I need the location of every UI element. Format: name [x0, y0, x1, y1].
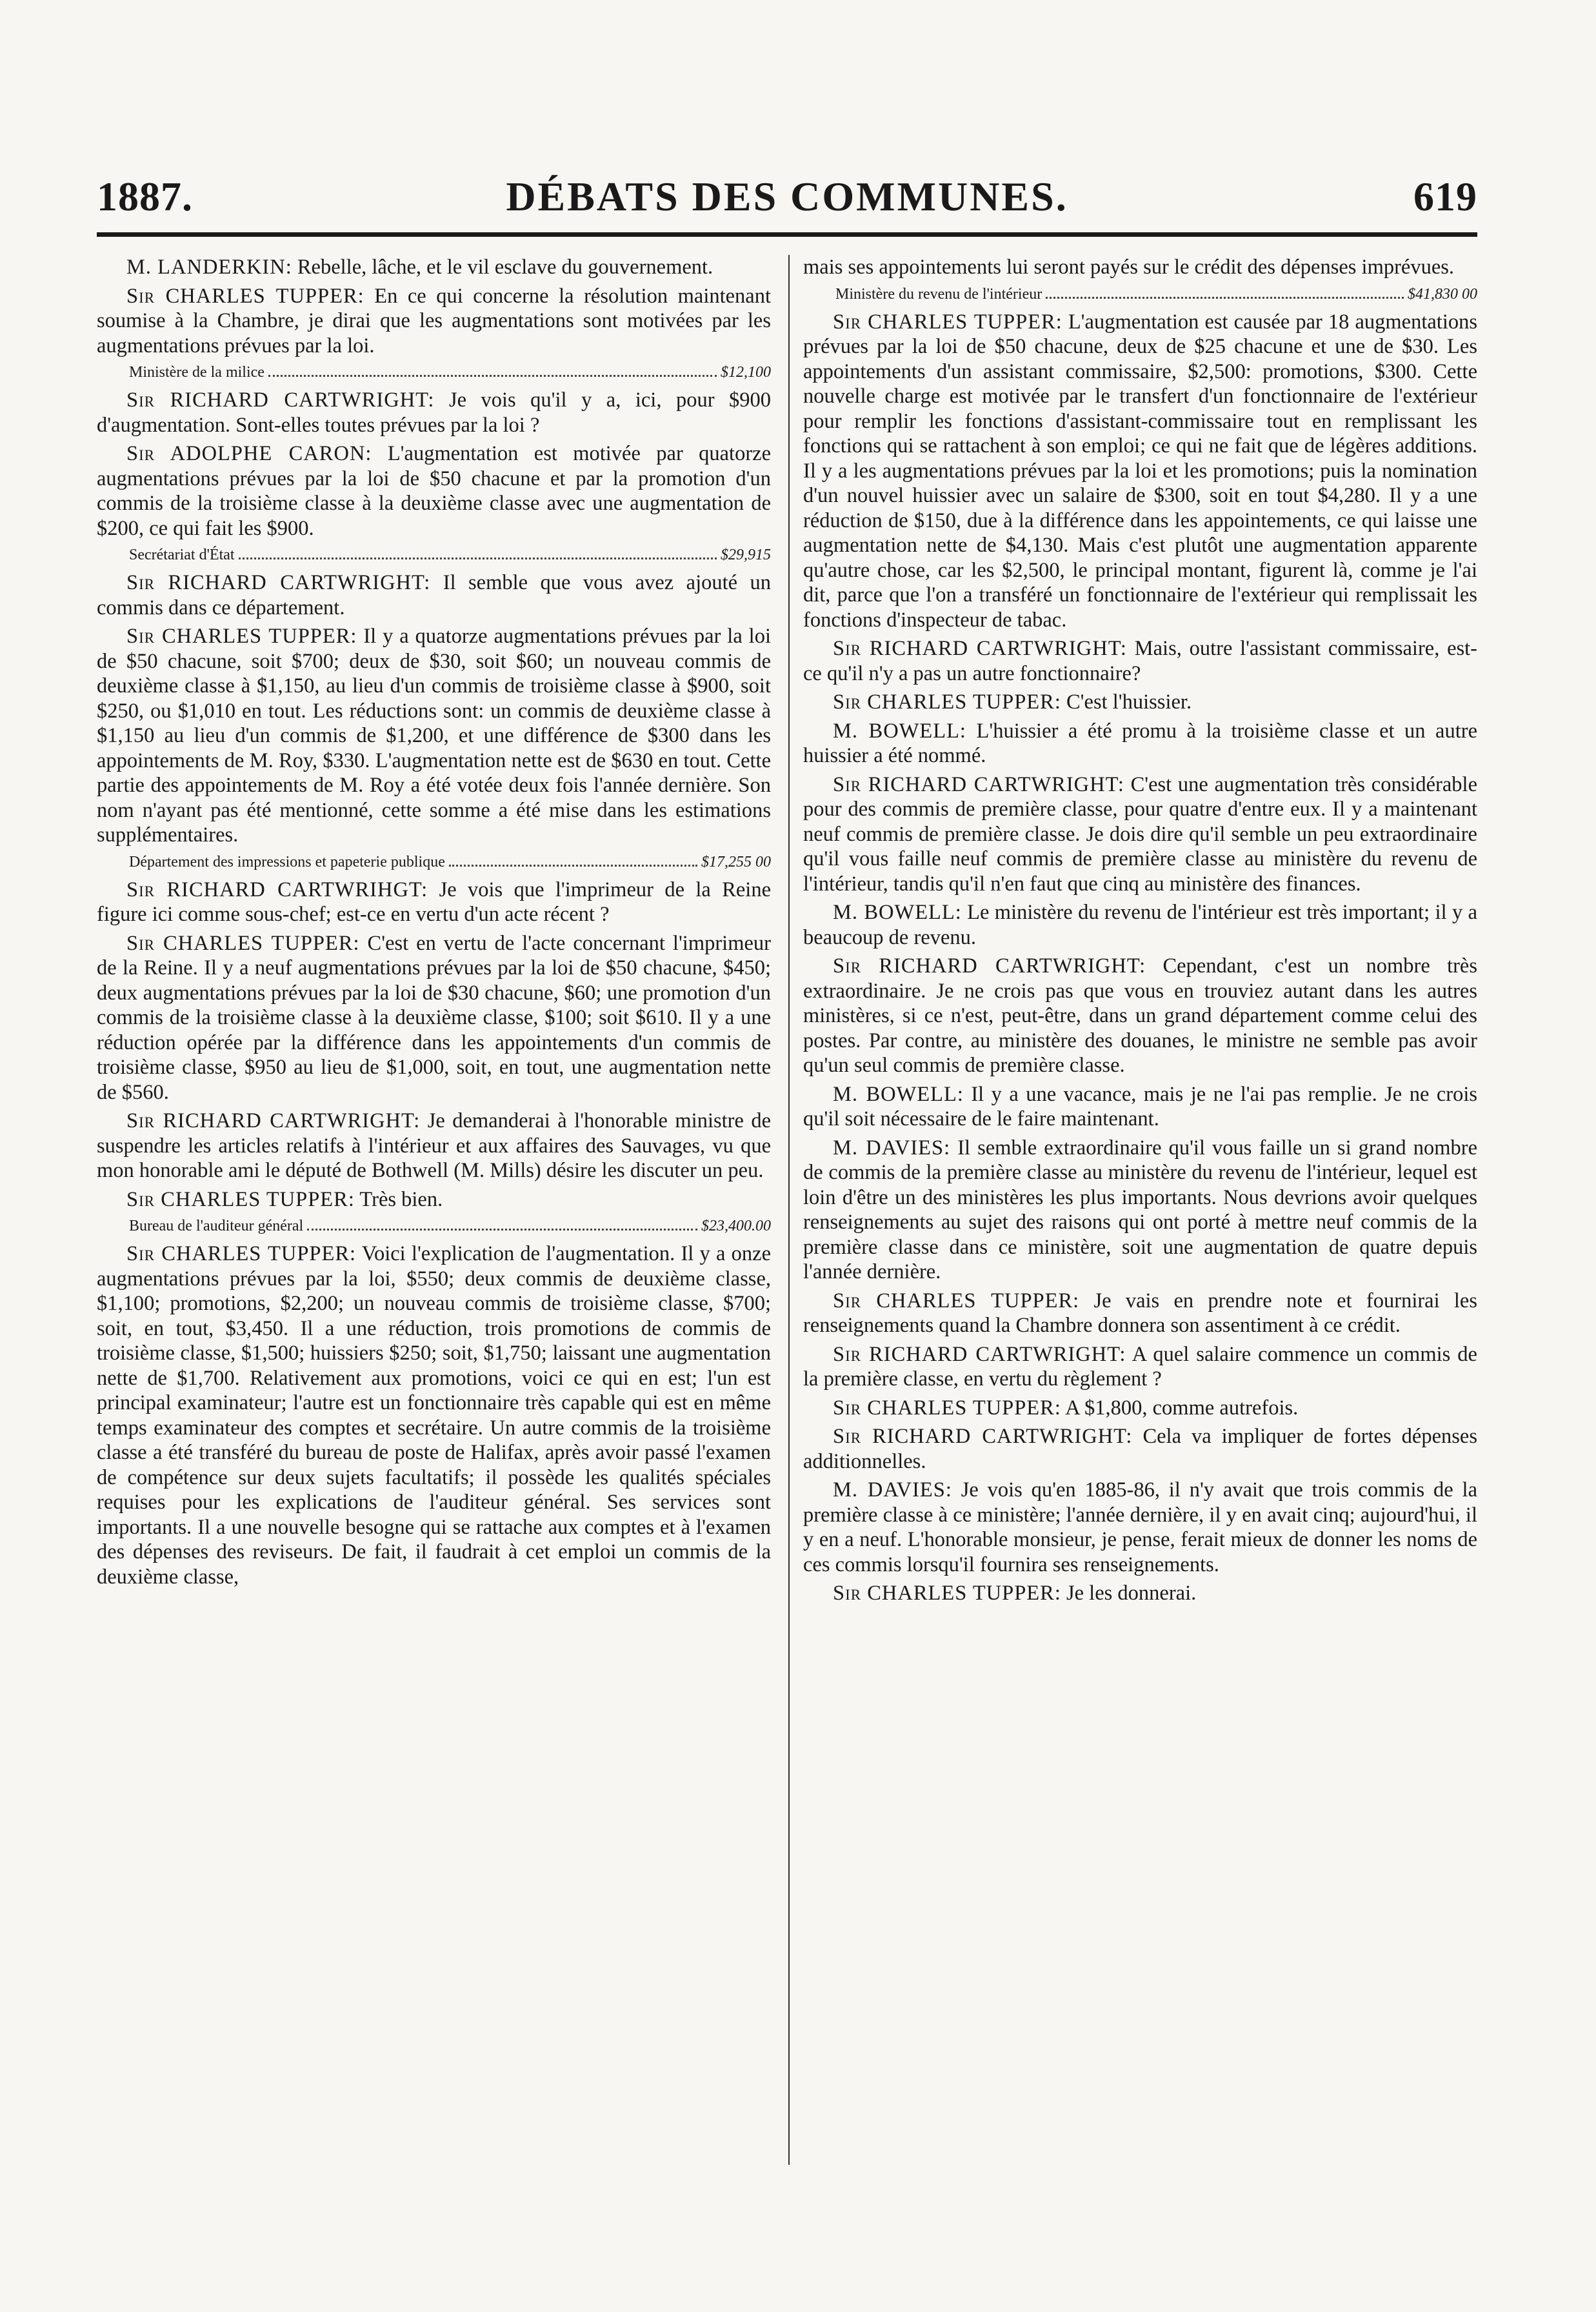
speaker-name: Sir CHARLES TUPPER:: [833, 1582, 1061, 1605]
left-column: [97, 255, 771, 2242]
speech-text: Mais, outre l'assistant commissaire, est-ce qu'il n'y a pas un autre fonctionnaire?: [803, 637, 1477, 685]
header-title: DÉBATS DES COMMUNES.: [506, 174, 1068, 219]
speech-paragraph: [803, 1289, 1477, 1338]
speaker-name: M. DAVIES:: [833, 1136, 951, 1160]
speech-paragraph: [97, 255, 771, 280]
speech-text: Je les donnerai.: [1066, 1582, 1197, 1605]
speaker-name: Sir RICHARD CARTWRIGHT:: [833, 772, 1124, 796]
speaker-name: Sir ADOLPHE CARON:: [126, 442, 372, 465]
estimate-amount: $41,830 00: [1408, 285, 1477, 303]
speech-paragraph: [803, 636, 1477, 686]
leader-dots: [239, 558, 717, 559]
estimate-line: [97, 852, 771, 872]
speech-paragraph: [803, 1478, 1477, 1577]
speech-paragraph: [97, 624, 771, 848]
speaker-name: Sir CHARLES TUPPER:: [126, 625, 357, 648]
leader-dots: [268, 375, 717, 377]
speaker-name: Sir CHARLES TUPPER:: [833, 690, 1061, 714]
speech-text: Il y a quatorze augmentations prévues par la loi de $50 chacune, soit $700; deux de $30, soit $60; un nouveau commis de deuxième classe à $1,150, au lieu d'un commis de troisième classe à $900, soit $250, ou $1,010 en tout. Les réductions sont: un commis de deuxième classe à $1,150 au lieu d'un commis de $1,200, et une différence de $300 dans les appointements de M. Roy, $330. L'augmentation nette est de $630 en tout. Cette partie des appointements de M. Roy a été votée deux fois l'année dernière. Son nom n'ayant pas été mentionné, cette somme a été mise dans les estimations supplémentaires.: [97, 625, 771, 847]
speech-paragraph: [97, 284, 771, 359]
speech-text: Je vois que l'imprimeur de la Reine figure ici comme sous-chef; est-ce en vertu d'un acte récent ?: [97, 878, 771, 926]
estimate-line: [97, 545, 771, 565]
speaker-name: Sir CHARLES TUPPER:: [833, 310, 1062, 334]
speech-paragraph: [803, 1136, 1477, 1285]
speaker-name: Sir RICHARD CARTWRIHGT:: [126, 878, 428, 901]
speech-text: L'huissier a été promu à la troisième classe et un autre huissier a été nommé.: [803, 719, 1477, 767]
leader-dots: [449, 865, 697, 867]
speech-text: Je demanderai à l'honorable ministre de suspendre les articles relatifs à l'intérieur et aux affaires des Sauvages, vu que mon honorable ami le député de Bothwell (M. Mills) désire les discuter un peu.: [97, 1109, 771, 1182]
speech-text: A quel salaire commence un commis de la première classe, en vertu du règlement ?: [803, 1342, 1477, 1391]
speech-paragraph: [803, 954, 1477, 1078]
speech-paragraph: [97, 1241, 771, 1589]
estimate-label: Bureau de l'auditeur général: [129, 1218, 304, 1234]
speech-paragraph: [97, 570, 771, 620]
speech-paragraph: [803, 690, 1477, 715]
speech-paragraph: [97, 388, 771, 437]
estimate-amount: $17,255 00: [701, 853, 771, 870]
speaker-name: M. LANDERKIN:: [126, 256, 292, 279]
speech-text: Cela va impliquer de fortes dépenses additionnelles.: [803, 1425, 1477, 1473]
speech-text: Rebelle, lâche, et le vil esclave du gouvernement.: [297, 256, 713, 279]
speech-text: A $1,800, comme autrefois.: [1065, 1396, 1299, 1420]
page-header: [97, 160, 1477, 231]
speech-text: Je vois qu'il y a, ici, pour $900 d'augmentation. Sont-elles toutes prévues par la loi ?: [97, 388, 771, 437]
speech-text: L'augmentation est causée par 18 augmentations prévues par la loi de $50 chacune, deux de $25 chacune et une de $30. Les appointements d'un assistant commissaire, $2,500: promotions, $300. Cette nouvelle charge est motivée par le transfert d'un fonctionnaire de l'extérieur pour remplir les fonctions d'assistant-commissaire tout en remplissant les fonctions qui se rattachent à son emploi; ce qui ne fait que de légères additions. Il y a les augmentations prévues par la loi et les promotions; puis la nomination d'un nouvel huissier avec un salaire de $300, soit en tout $4,280. Il y a une réduction de $150, due à la différence dans les appointements, ce qui laisse une augmentation nette de $4,130. Mais c'est plutôt une augmentation apparente qu'autre chose, car les $2,500, le principal montant, figurent là, comme je l'ai dit, parce que l'on a transféré un fonctionnaire de l'extérieur qui remplissait les fonctions d'inspecteur de tabac.: [803, 310, 1477, 632]
speech-text: Le ministère du revenu de l'intérieur est très important; il y a beaucoup de revenu.: [803, 901, 1477, 949]
speech-text: C'est en vertu de l'acte concernant l'imprimeur de la Reine. Il y a neuf augmentations prévues par la loi de $50 chacune, $450; deux augmentations prévues par la loi de $30 chacune, $60; une promotion d'un commis de la troisième classe à la deuxième classe, $100; soit $610. Il y a une réduction opérée par la différence dans les appointements d'un commis de troisième classe, $950 au lieu de $1,000, soit, en tout, une augmentation nette de $560.: [97, 931, 771, 1104]
estimate-amount: $23,400.00: [701, 1218, 771, 1234]
speaker-name: Sir CHARLES TUPPER:: [833, 1289, 1080, 1312]
speech-paragraph: [803, 1424, 1477, 1474]
speech-paragraph: [803, 772, 1477, 897]
speech-paragraph: [803, 719, 1477, 769]
estimate-label: Ministère du revenu de l'intérieur: [835, 285, 1042, 303]
speaker-name: M. DAVIES:: [833, 1478, 952, 1502]
speech-paragraph: [97, 878, 771, 927]
speaker-name: Sir CHARLES TUPPER:: [126, 1187, 355, 1211]
speech-paragraph: [803, 1581, 1477, 1606]
leader-dots: [1046, 297, 1404, 299]
speaker-name: M. BOWELL:: [833, 901, 962, 924]
speaker-name: Sir RICHARD CARTWRIGHT:: [126, 1109, 421, 1132]
speaker-name: Sir RICHARD CARTWRIGHT:: [126, 571, 431, 594]
estimate-amount: $29,915: [721, 547, 771, 563]
speaker-name: M. BOWELL:: [833, 1082, 964, 1106]
speech-text: C'est l'huissier.: [1066, 690, 1192, 714]
speech-text: Cependant, c'est un nombre très extraordinaire. Je ne crois pas que vous en trouviez autant dans les autres ministères, si ce n'est, peut-être, dans un grand département comme celui des postes. Par contre, au ministère des douanes, le ministre ne semble pas avoir qu'un seul commis de première classe.: [803, 954, 1477, 1077]
speaker-name: M. BOWELL:: [833, 719, 966, 743]
speech-paragraph: [97, 441, 771, 541]
estimate-label: Secrétariat d'État: [129, 547, 235, 563]
speech-text: Il semble extraordinaire qu'il vous faille un si grand nombre de commis de la première classe au ministère du revenu de l'intérieur, lequel est loin d'être un des ministères les plus importants. Nous devrions avoir quelques renseignements au sujet des raisons qui ont porté à mettre neuf commis de la première classe dans ce ministère, soit une augmentation de quatre depuis l'année dernière.: [803, 1136, 1477, 1283]
estimate-line: [97, 362, 771, 383]
speaker-name: Sir CHARLES TUPPER:: [126, 284, 364, 308]
speech-paragraph: [803, 1082, 1477, 1132]
estimate-amount: $12,100: [721, 364, 771, 381]
speaker-name: Sir CHARLES TUPPER:: [126, 1242, 357, 1265]
page-number: 619: [1413, 174, 1477, 219]
speech-text: Il semble que vous avez ajouté un commis dans ce département.: [97, 571, 771, 619]
speech-text: Il y a une vacance, mais je ne l'ai pas remplie. Je ne crois qu'il soit nécessaire de le faire maintenant.: [803, 1082, 1477, 1131]
column-divider: [788, 255, 790, 2165]
header-rule: [97, 232, 1477, 237]
speaker-name: Sir CHARLES TUPPER:: [126, 931, 360, 955]
speech-text: mais ses appointements lui seront payés sur le crédit des dépenses imprévues.: [803, 256, 1455, 279]
speech-text: Je vais en prendre note et fournirai les renseignements quand la Chambre donnera son assentiment à ce crédit.: [803, 1289, 1477, 1337]
speaker-name: Sir RICHARD CARTWRIGHT:: [126, 388, 435, 412]
speech-paragraph: [97, 1109, 771, 1183]
speaker-name: Sir RICHARD CARTWRIGHT:: [833, 1425, 1133, 1448]
speech-text: Très bien.: [359, 1187, 443, 1211]
speech-text: C'est une augmentation très considérable pour des commis de première classe, pour quatre d'entre eux. Il y a maintenant neuf commis de première classe. Je dois dire qu'il semble un peu extraordinaire qu'il vous faille neuf commis de première classe au ministère du revenu de l'intérieur, tandis qu'il n'en faut que cinq au ministère des finances.: [803, 772, 1477, 896]
speech-paragraph: [803, 1342, 1477, 1392]
leader-dots: [307, 1229, 697, 1231]
speech-paragraph: [803, 255, 1477, 280]
speaker-name: Sir RICHARD CARTWRIGHT:: [833, 637, 1127, 660]
speech-paragraph: [803, 900, 1477, 950]
speech-paragraph: [803, 1396, 1477, 1421]
speaker-name: Sir CHARLES TUPPER:: [833, 1396, 1061, 1420]
speech-paragraph: [803, 310, 1477, 633]
speech-paragraph: [97, 931, 771, 1105]
speaker-name: Sir RICHARD CARTWRIGHT:: [833, 1342, 1126, 1366]
speech-paragraph: [97, 1187, 771, 1212]
estimate-line: [97, 1216, 771, 1236]
header-year: 1887.: [97, 174, 193, 219]
right-column: [803, 255, 1477, 2242]
estimate-label: Ministère de la milice: [129, 364, 264, 381]
speech-text: En ce qui concerne la résolution maintenant soumise à la Chambre, je dirai que les augmentations sont motivées par les augmentations prévues par la loi.: [97, 284, 771, 357]
speech-text: Je vois qu'en 1885-86, il n'y avait que trois commis de la première classe à ce ministère; l'année dernière, il y en avait cinq; aujourd'hui, il y en a neuf. L'honorable monsieur, je pense, ferait mieux de donner les noms de ces commis lorsqu'il fournira ses renseignements.: [803, 1478, 1477, 1576]
estimate-label: Département des impressions et papeterie publique: [129, 853, 445, 870]
speech-text: L'augmentation est motivée par quatorze augmentations prévues par la loi de $50 chacune et par la promotion d'un commis de la troisième classe à la deuxième classe avec une augmentation de $200, ce qui fait les $900.: [97, 442, 771, 540]
speech-text: Voici l'explication de l'augmentation. Il y a onze augmentations prévues par la loi, $550; deux commis de deuxième classe, $1,100; promotions, $2,200; un nouveau commis de troisième classe, $700; soit, en tout, $3,450. Il a une réduction, trois promotions de commis de troisième classe, $1,500; huissiers $250; soit, $1,750; laissant une augmentation nette de $1,700. Relativement aux promotions, voici ce qui en est; l'un est principal examinateur; l'autre est un fonctionnaire très capable qui est en même temps examinateur des comptes et secrétaire. Un autre commis de la troisième classe a été transféré du bureau de poste de Halifax, après avoir passé l'examen de compétence sur deux sujets facultatifs; il possède les qualités spéciales requises pour les explications de l'auditeur général. Ses services sont importants. Il a une nouvelle besogne qui se rattache aux comptes et à l'examen des dépenses des reviseurs. De fait, il faudrait à cet emploi un commis de la deuxième classe,: [97, 1242, 771, 1589]
estimate-line: [803, 284, 1477, 305]
speaker-name: Sir RICHARD CARTWRIGHT:: [833, 954, 1146, 978]
